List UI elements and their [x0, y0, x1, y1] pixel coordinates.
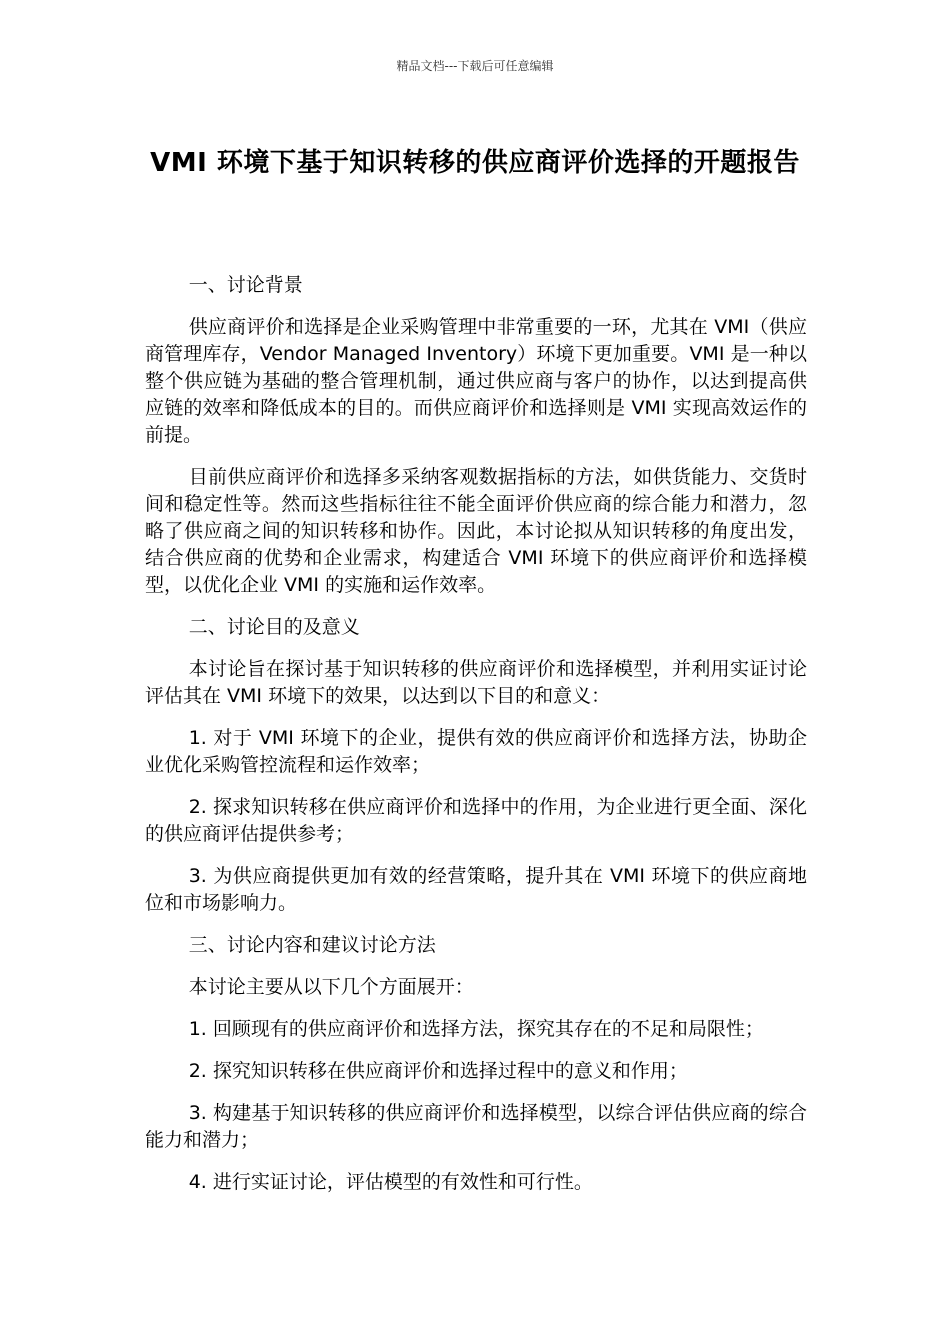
- section-heading-content-methods: 三、讨论内容和建议讨论方法: [188, 934, 436, 956]
- paragraph: 目前供应商评价和选择多采纳客观数据指标的方法，如供货能力、交货时间和稳定性等。然而这些指标往往不能全面评价供应商的综合能力和潜力，忽略了供应商之间的知识转移和协作。因此，本讨论拟从知识转移的角度出发，结合供应商的优势和企业需求，构建适合 VMI 环境下的供应商评价和选择模型，以优化企业 VMI 的实施和运作效率。: [145, 466, 807, 596]
- document-body: [145, 272, 807, 1211]
- list-item: 2. 探求知识转移在供应商评价和选择中的作用，为企业进行更全面、深化的供应商评估提供参考；: [145, 796, 807, 845]
- list-item: 1. 回顾现有的供应商评价和选择方法，探究其存在的不足和局限性；: [188, 1018, 764, 1040]
- document-title: VMI 环境下基于知识转移的供应商评价选择的开题报告: [150, 148, 800, 178]
- paragraph: 供应商评价和选择是企业采购管理中非常重要的一环，尤其在 VMI（供应商管理库存，Vendor Managed Inventory）环境下更加重要。VMI 是一种以整个供应链为基础的整合管理机制，通过供应商与客户的协作，以达到提高供应链的效率和降低成本的目的。而供应商评价和选择则是 VMI 实现高效运作的前提。: [145, 316, 807, 446]
- paragraph: 本讨论主要从以下几个方面展开：: [188, 976, 474, 998]
- section-heading-background: 一、讨论背景: [188, 274, 303, 296]
- list-item: 3. 为供应商提供更加有效的经营策略，提升其在 VMI 环境下的供应商地位和市场影响力。: [145, 865, 807, 914]
- list-item: 2. 探究知识转移在供应商评价和选择过程中的意义和作用；: [188, 1060, 688, 1082]
- section-heading-purpose: 二、讨论目的及意义: [188, 616, 360, 638]
- paragraph: 本讨论旨在探讨基于知识转移的供应商评价和选择模型，并利用实证讨论评估其在 VMI 环境下的效果，以达到以下目的和意义：: [145, 658, 807, 707]
- list-item: 1. 对于 VMI 环境下的企业，提供有效的供应商评价和选择方法，协助企业优化采购管控流程和运作效率；: [145, 727, 807, 776]
- header-note: 精品文档---下载后可任意编辑: [396, 59, 554, 73]
- list-item: 4. 进行实证讨论，评估模型的有效性和可行性。: [188, 1171, 593, 1193]
- list-item: 3. 构建基于知识转移的供应商评价和选择模型，以综合评估供应商的综合能力和潜力；: [145, 1102, 807, 1151]
